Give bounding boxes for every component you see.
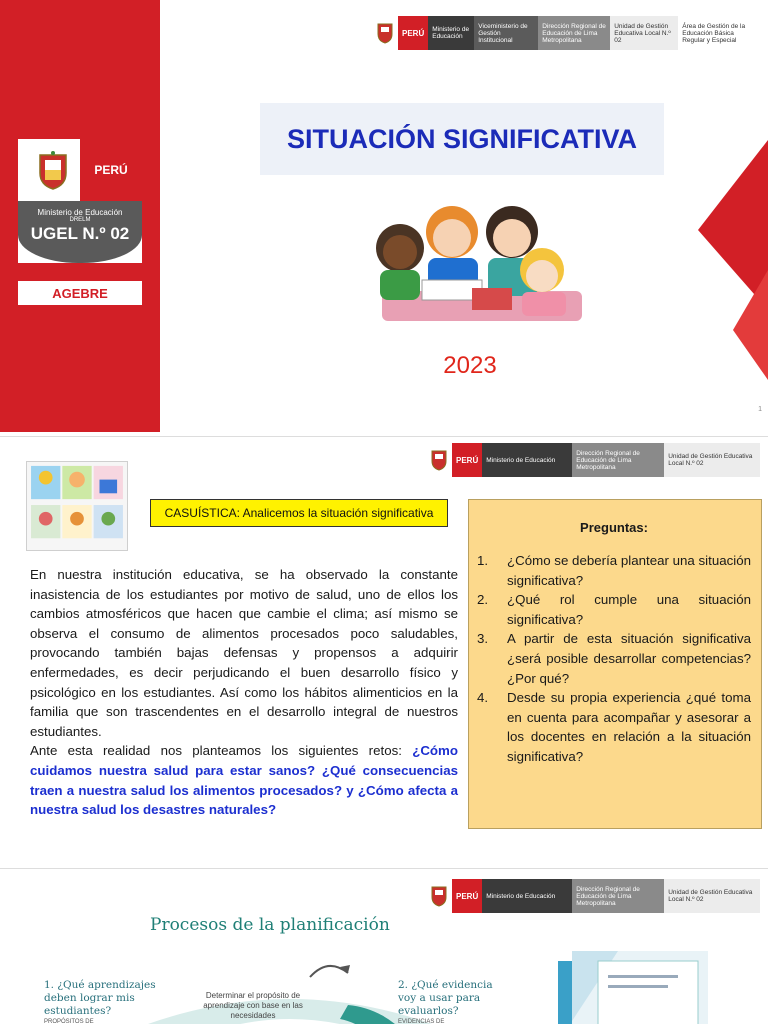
- peru-shield-icon: [376, 22, 394, 44]
- header-peru: PERÚ: [398, 16, 428, 50]
- peru-shield-icon: [430, 449, 448, 471]
- purpose-text: Determinar el propósito de aprendizaje con base en las necesidades: [203, 991, 303, 1020]
- peru-label: PERÚ: [80, 139, 142, 201]
- ugel-logo: [18, 139, 142, 263]
- decorative-triangle: [688, 130, 768, 390]
- page-number: 1: [758, 406, 762, 413]
- planning-title: Procesos de la planificación: [150, 915, 390, 935]
- agebre-label: AGEBRE: [18, 281, 142, 305]
- header-peru: PERÚ: [452, 443, 482, 477]
- challenges-paragraph: [30, 741, 458, 819]
- header-direccion: Dirección Regional de Educación de Lima Metropolitana: [538, 16, 610, 50]
- header-direccion: Dirección Regional de Educación de Lima Metropolitana: [572, 879, 664, 913]
- institutional-header: [426, 443, 760, 477]
- purposes-label: PROPÓSITOS DE: [44, 1019, 94, 1024]
- slide-casuistica: [0, 436, 768, 864]
- header-ministerio: Ministerio de Educación: [482, 879, 572, 913]
- question-item: 1. ¿Cómo se debería plantear una situación significativa?: [477, 553, 751, 588]
- question-2-label: 2. ¿Qué evidencia voy a usar para evaluarlos?: [398, 979, 493, 1017]
- header-area: Área de Gestión de la Educación Básica Regular y Especial: [678, 16, 750, 50]
- institutional-header: [426, 879, 760, 913]
- question-item: 2. ¿Qué rol cumple una situación significativa?: [477, 592, 751, 627]
- document-illustration: [558, 951, 708, 1024]
- dre-label: DRELM: [69, 217, 91, 223]
- header-peru: PERÚ: [452, 879, 482, 913]
- header-unidad: Unidad de Gestión Educativa Local N.º 02: [610, 16, 678, 50]
- challenges-intro: Ante esta realidad nos planteamos los siguientes retos:: [30, 743, 413, 759]
- peru-shield-icon: [430, 885, 448, 907]
- question-item: 4. Desde su propia experiencia ¿qué toma en cuenta para acompañar y asesorar a los docentes en relación a la situación significativa?: [477, 690, 751, 764]
- questions-box: [468, 499, 762, 829]
- header-unidad: Unidad de Gestión Educativa Local N.º 02: [664, 443, 760, 477]
- year-label: 2023: [400, 338, 540, 394]
- questions-title: Preguntas:: [580, 520, 648, 535]
- children-reading-illustration: [362, 196, 582, 334]
- page-title: SITUACIÓN SIGNIFICATIVA: [260, 103, 664, 175]
- question-1-label: 1. ¿Qué aprendizajes deben lograr mis estudiantes?: [44, 979, 156, 1017]
- casuistica-heading: CASUÍSTICA: Analicemos la situación significativa: [150, 499, 448, 527]
- header-ministerio: Ministerio de Educación: [482, 443, 572, 477]
- header-unidad: Unidad de Gestión Educativa Local N.º 02: [664, 879, 760, 913]
- header-ministerio: Ministerio de Educación: [428, 16, 474, 50]
- situation-paragraph: En nuestra institución educativa, se ha observado la constante inasistencia de los estudiantes por motivo de salud, uno de ellos los cambios atmosféricos que hacen que cambie el clima; así mismo se observa el consumo de alimentos procesados poco saludables, provocando también bajas defensas y propensos a adquirir enfermedades, es decir perjudicando el buen desarrollo físico y psicológico en los estudiantes. Así como los hábitos alimenticios en la familia que son trascendentes en el desarrollo integral de nuestros estudiantes.: [30, 567, 458, 739]
- ugel-label: UGEL N.º 02: [30, 224, 130, 243]
- slide-planificacion: [0, 868, 768, 1024]
- situation-text: [30, 565, 458, 820]
- questions-list: [477, 551, 751, 767]
- header-viceministerio: Viceministerio de Gestión Institucional: [474, 16, 538, 50]
- evidence-label: EVIDENCIAS DE: [398, 1019, 445, 1024]
- climate-thumbnail: [26, 461, 128, 551]
- slide-cover: [0, 0, 768, 432]
- institutional-header: [372, 16, 750, 50]
- question-item: 3. A partir de esta situación significativa ¿será posible desarrollar competencias? ¿Por qué?: [477, 631, 751, 686]
- ministry-label: Ministerio de Educación: [37, 208, 123, 217]
- peru-coat-of-arms-icon: [36, 151, 70, 191]
- header-direccion: Dirección Regional de Educación de Lima Metropolitana: [572, 443, 664, 477]
- challenges-questions: ¿Cómo cuidamos nuestra salud para estar sanos? ¿Qué consecuencias traen a nuestra salud los alimentos procesados? y ¿Cómo afecta a nuestra salud los desastres naturales?: [30, 743, 458, 818]
